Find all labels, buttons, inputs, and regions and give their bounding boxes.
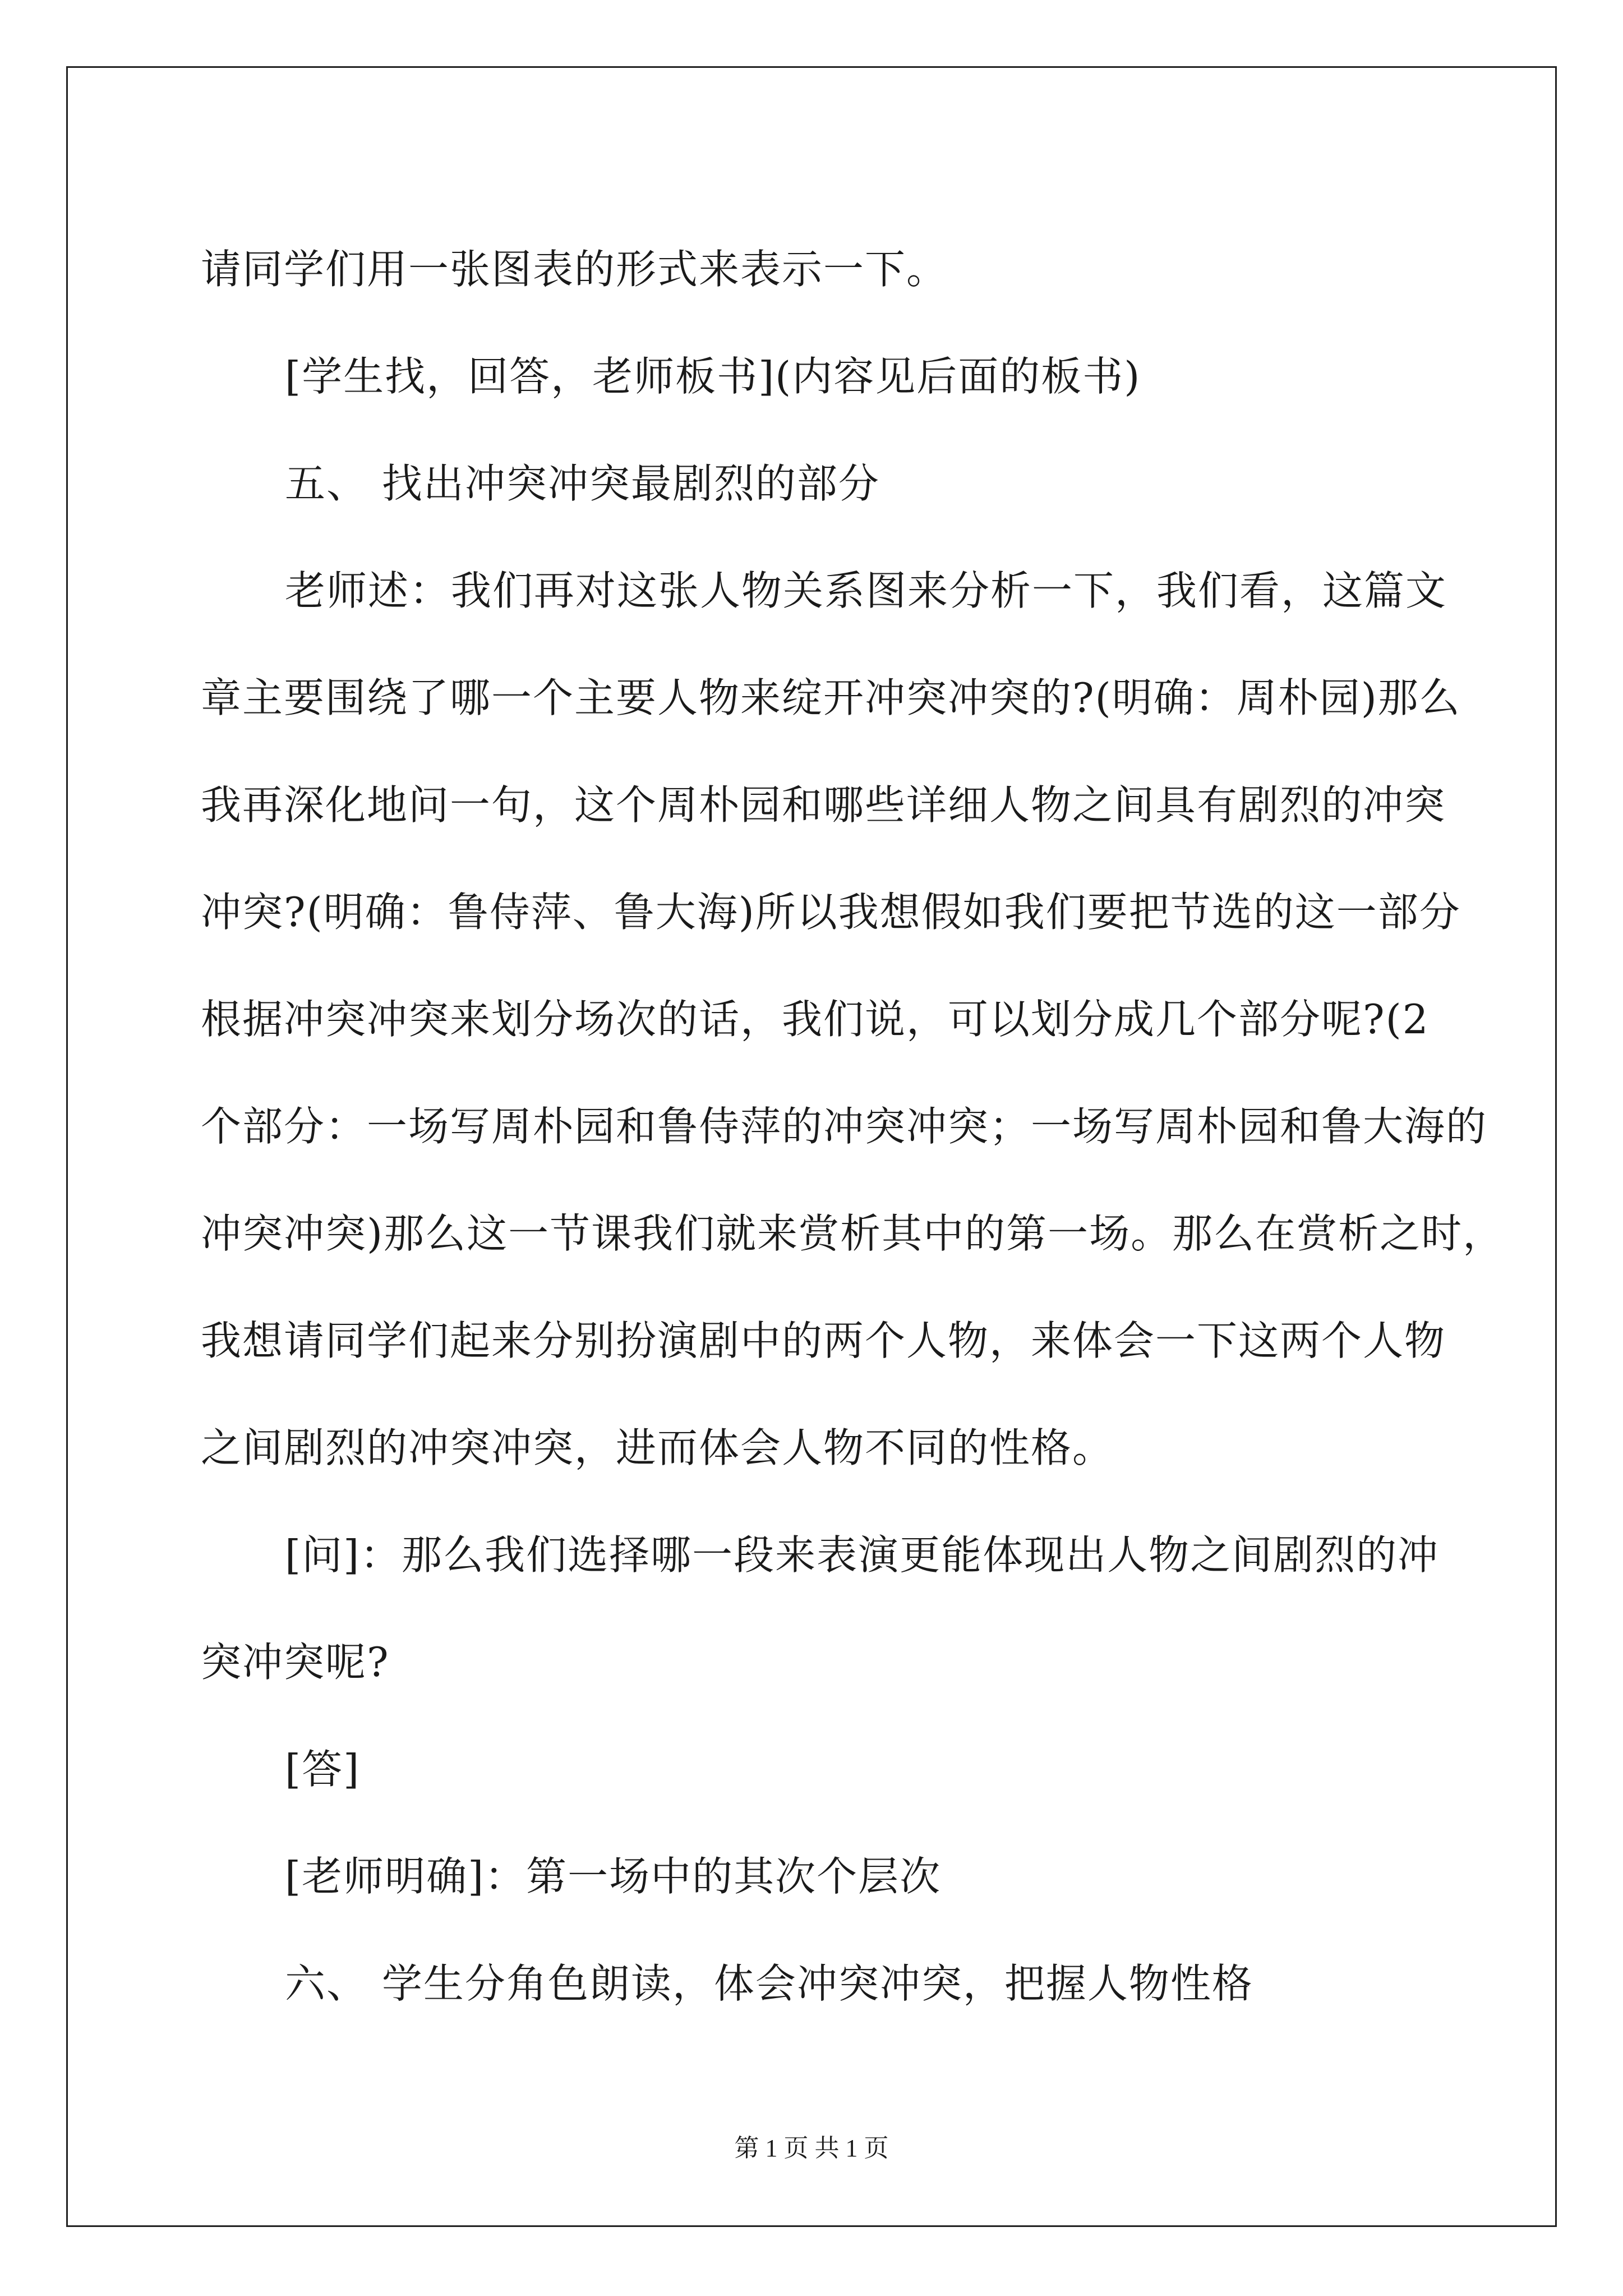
text-line: 章主要围绕了哪一个主要人物来绽开冲突冲突的?(明确：周朴园)那么 bbox=[201, 674, 1461, 721]
text-line: [学生找，回答，老师板书](内容见后面的板书) bbox=[285, 353, 1141, 400]
text-line: 老师述：我们再对这张人物关系图来分析一下，我们看，这篇文 bbox=[285, 567, 1447, 614]
text-line: 冲突?(明确：鲁侍萍、鲁大海)所以我想假如我们要把节选的这一部分 bbox=[201, 889, 1461, 936]
text-line: 请同学们用一张图表的形式来表示一下。 bbox=[201, 246, 948, 293]
document-body bbox=[201, 216, 1505, 2037]
section-heading: 六、 学生分角色朗读，体会冲突冲突，把握人物性格 bbox=[285, 1960, 1253, 2007]
text-line: 之间剧烈的冲突冲突，进而体会人物不同的性格。 bbox=[201, 1424, 1114, 1471]
text-line: [老师明确]：第一场中的其次个层次 bbox=[285, 1853, 942, 1900]
text-line: 冲突冲突)那么这一节课我们就来赏析其中的第一场。那么在赏析之时， bbox=[201, 1210, 1505, 1257]
text-line: [问]：那么我们选择哪一段来表演更能体现出人物之间剧烈的冲 bbox=[285, 1531, 1440, 1579]
text-line: [答] bbox=[285, 1746, 361, 1793]
text-line: 个部分：一场写周朴园和鲁侍萍的冲突冲突；一场写周朴园和鲁大海的 bbox=[201, 1103, 1488, 1150]
text-line: 根据冲突冲突来划分场次的话，我们说，可以划分成几个部分呢?(2 bbox=[201, 996, 1430, 1043]
text-line: 我想请同学们起来分别扮演剧中的两个人物，来体会一下这两个人物 bbox=[201, 1317, 1446, 1364]
section-heading: 五、 找出冲突冲突最剧烈的部分 bbox=[285, 460, 880, 507]
text-line: 我再深化地问一句，这个周朴园和哪些详细人物之间具有剧烈的冲突 bbox=[201, 781, 1446, 829]
text-line: 突冲突呢? bbox=[201, 1639, 390, 1686]
page-footer: 第 1 页 共 1 页 bbox=[734, 2134, 889, 2162]
